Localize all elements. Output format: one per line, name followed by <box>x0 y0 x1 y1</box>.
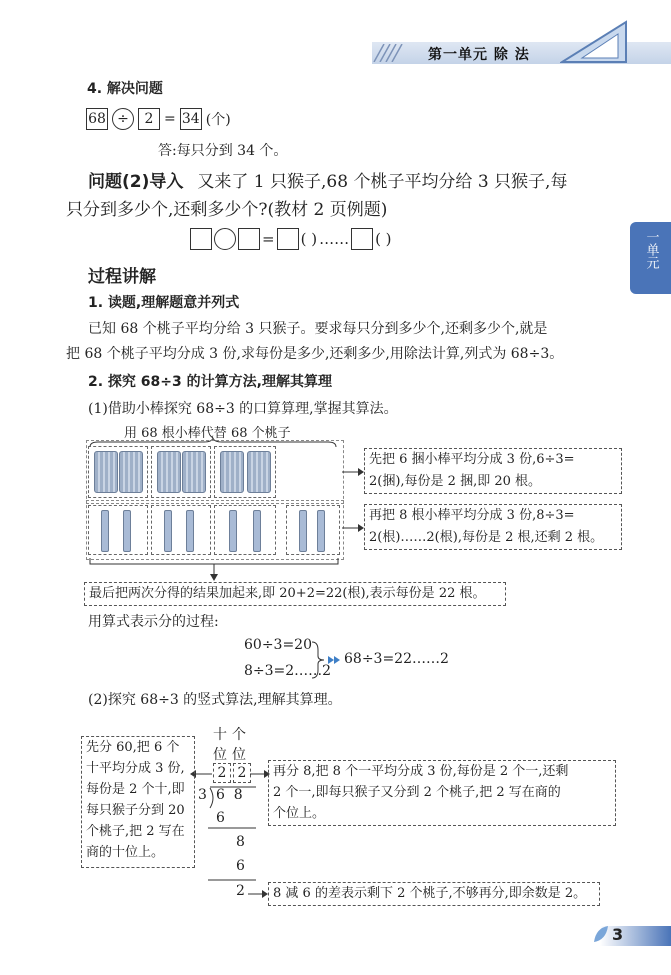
note-sticks <box>364 504 622 550</box>
eq-quotient: 34 <box>180 108 202 130</box>
left-note-line: 每份是 2 个十,即 <box>86 782 185 797</box>
final-remainder: 2 <box>236 883 245 899</box>
unit-tab-label: 一单元 <box>643 230 659 269</box>
problem2-line1 <box>88 167 567 192</box>
bundles-frame <box>86 440 344 504</box>
formula-brace <box>310 640 344 680</box>
problem2-line2: 只分到多少个,还剩多少个?(教材 2 页例题) <box>66 200 388 220</box>
eq-unit: (个) <box>205 112 231 128</box>
leaf-icon <box>592 924 612 946</box>
note1-line2: 2(捆),每份是 2 捆,即 20 根。 <box>369 474 542 489</box>
step1-line1: 已知 68 个桃子平均分给 3 只猴子。要求每只分到多少个,还剩多少个,就是 <box>88 321 548 337</box>
sticks-frame <box>86 500 344 560</box>
formula-line1: 60÷3=20 <box>244 637 312 653</box>
left-note-line: 商的十位上。 <box>86 845 165 860</box>
note-bundles <box>364 448 622 494</box>
blank-box <box>238 228 260 250</box>
right-note-line: 再分 8,把 8 个一平均分成 3 份,每份是 2 个一,还剩 <box>273 764 569 779</box>
right-note-line: 2 个一,即每只猴子又分到 2 个桃子,把 2 写在商的 <box>273 785 561 800</box>
blank-circle <box>214 228 236 250</box>
combine-note: 最后把两次分得的结果加起来,即 20+2=22(根),表示每份是 22 根。 <box>84 582 506 606</box>
unit-side-tab <box>630 222 671 294</box>
place-header-tens <box>213 724 227 764</box>
template-equals: = <box>262 230 275 248</box>
template-paren1: ( ) <box>300 230 318 248</box>
eq-operator: ÷ <box>112 108 134 130</box>
step2-sub1: (1)借助小棒探究 68÷3 的口算算理,掌握其算法。 <box>88 401 398 417</box>
process-title: 过程讲解 <box>88 267 156 287</box>
header-stripes <box>370 44 426 62</box>
problem2-text1: 又来了 1 只猴子,68 个桃子平均分给 3 只猴子,每 <box>197 172 568 192</box>
eq-divisor: 2 <box>138 108 160 130</box>
ones-wei: 位 <box>232 747 246 763</box>
step1-title: 1. 读题,理解题意并列式 <box>88 295 240 311</box>
brace-label: 用 68 根小棒代替 68 个桃子 <box>124 426 291 441</box>
remainder-1: 8 <box>236 834 245 850</box>
left-note-line: 十平均分成 3 份, <box>86 761 185 776</box>
formula-intro: 用算式表示分的过程: <box>88 614 219 630</box>
right-arrow-icon <box>250 764 270 784</box>
subtract-1: 6 <box>216 810 225 826</box>
tens-label: 十 <box>213 727 227 743</box>
formula-line2: 8÷3=2……2 <box>244 663 332 679</box>
blank-box <box>351 228 373 250</box>
ones-label: 个 <box>232 727 246 743</box>
note2-line1: 再把 8 根小棒平均分成 3 份,8÷3= <box>369 508 575 523</box>
eq-dividend: 68 <box>86 108 108 130</box>
left-note <box>81 736 195 868</box>
step2-title: 2. 探究 68÷3 的计算方法,理解其算理 <box>88 374 332 390</box>
tens-wei: 位 <box>213 747 227 763</box>
step2-sub2: (2)探究 68÷3 的竖式算法,理解其算理。 <box>88 692 342 708</box>
right-note-line: 个位上。 <box>273 806 326 821</box>
place-header-ones <box>232 724 246 764</box>
right-note <box>268 760 616 826</box>
template-paren2: ( ) <box>375 230 392 248</box>
problem2-label: 问题(2)导入 <box>88 172 184 192</box>
bottom-note: 8 减 6 的差表示剩下 2 个桃子,不够再分,即余数是 2。 <box>268 882 600 906</box>
note1-line1: 先把 6 捆小棒平均分成 3 份,6÷3= <box>369 452 575 467</box>
formula-result: 68÷3=22……2 <box>344 651 449 667</box>
problem2-template <box>190 228 392 250</box>
combine-bracket <box>88 558 344 582</box>
left-note-line: 先分 60,把 6 个 <box>86 740 180 755</box>
quotient-ones: 2 <box>233 763 251 783</box>
left-note-line: 个桃子,把 2 写在 <box>86 824 185 839</box>
template-dots: …… <box>319 230 350 248</box>
section4-equation <box>86 108 231 130</box>
subtract-2: 6 <box>236 858 245 874</box>
quotient-tens: 2 <box>213 763 231 783</box>
blank-box <box>277 228 299 250</box>
section4-answer: 答:每只分到 34 个。 <box>158 143 288 159</box>
eq-equals: = <box>164 111 176 127</box>
header-title: 第一单元 除 法 <box>428 47 530 63</box>
blank-box <box>190 228 212 250</box>
left-note-line: 每只猴子分到 20 <box>86 803 185 818</box>
note2-line2: 2(根)……2(根),每份是 2 根,还剩 2 根。 <box>369 530 604 545</box>
right-arrow-icon <box>248 884 268 904</box>
dividend: 6 8 <box>216 787 243 803</box>
arrows <box>342 460 364 540</box>
set-square-icon <box>560 18 630 66</box>
section4-title: 4. 解决问题 <box>87 81 163 97</box>
step1-line2: 把 68 个桃子平均分成 3 份,求每份是多少,还剩多少,用除法计算,列式为 68÷3。 <box>66 346 564 362</box>
page-number: 3 <box>612 925 624 944</box>
divisor: 3 <box>198 787 207 803</box>
